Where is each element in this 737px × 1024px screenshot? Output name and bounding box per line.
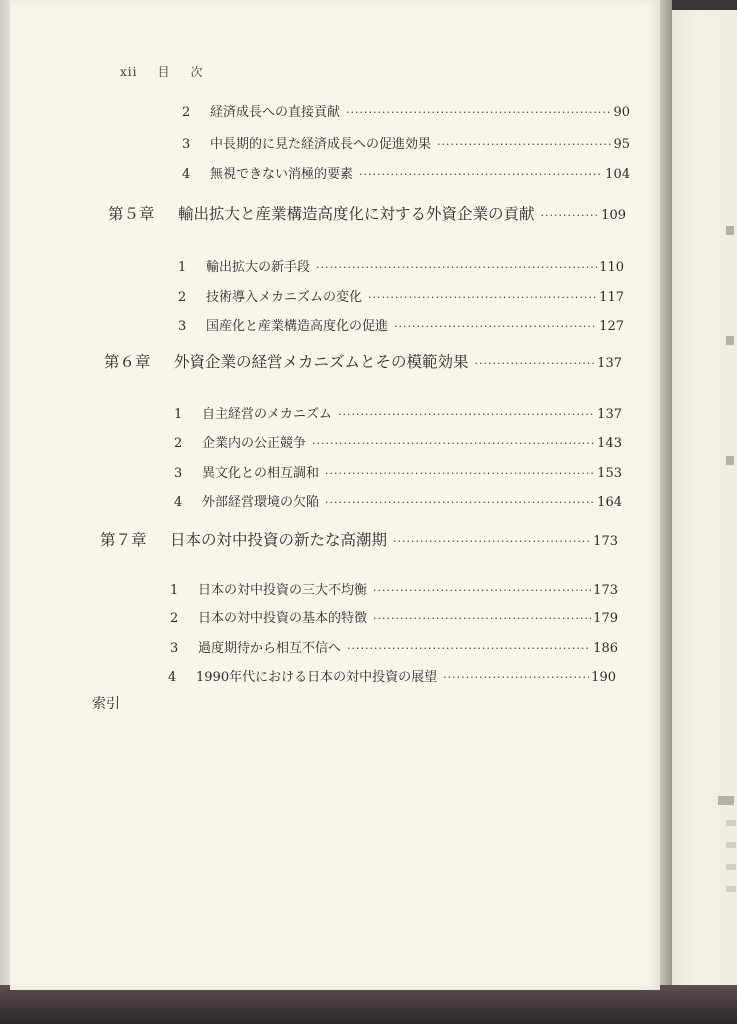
running-title-2: 次 [190,65,204,79]
adjacent-page-mark [726,336,734,345]
leader-dots [373,612,591,625]
section-title: 輸出拡大の新手段 [206,260,311,275]
section-page: 186 [593,641,618,656]
section-page: 127 [599,319,624,334]
section-number: 1 [170,583,179,598]
section-title: 日本の対中投資の三大不均衡 [198,583,368,598]
section-title: 企業内の公正競争 [202,436,307,451]
section-number: 4 [182,167,191,182]
chapter-label: 第５章 [108,205,155,223]
toc-section-entry[interactable] [178,315,624,335]
section-title: 経済成長への直接貢献 [210,105,341,120]
section-page: 90 [613,105,630,120]
adjacent-page-mark [726,456,734,465]
page-number: xii [120,65,138,79]
toc-section-entry[interactable] [174,403,622,423]
toc-section-entry[interactable] [178,286,624,306]
background-surface [0,985,737,1024]
toc-chapter-entry[interactable] [108,202,626,226]
section-title: 国産化と産業構造高度化の促進 [206,319,389,334]
toc-section-entry[interactable] [170,607,618,627]
section-number: 4 [168,670,177,685]
section-number: 3 [170,641,179,656]
section-number: 2 [174,436,183,451]
section-page: 179 [593,611,618,626]
section-page: 137 [597,407,622,422]
section-page: 95 [613,137,630,152]
leader-dots [316,261,597,274]
toc-section-entry[interactable] [170,579,618,599]
section-number: 1 [178,260,187,275]
chapter-title: 外資企業の経営メカニズムとその模範効果 [174,353,469,371]
adjacent-page-mark [726,886,736,892]
toc-chapter-entry[interactable] [104,350,622,374]
chapter-label: 第７章 [100,531,147,549]
chapter-title: 日本の対中投資の新たな高潮期 [170,531,388,549]
adjacent-page-mark [726,864,736,870]
adjacent-page-mark [726,820,736,826]
leader-dots [338,408,595,421]
section-title: 過度期待から相互不信へ [198,641,342,656]
chapter-page: 109 [601,208,626,223]
section-title: 技術導入メカニズムの変化 [206,290,363,305]
section-title: 外部経営環境の欠陥 [202,495,320,510]
section-page: 153 [597,466,622,481]
toc-section-entry[interactable] [170,637,618,657]
leader-dots [437,138,611,151]
adjacent-page-mark [726,226,734,235]
toc-section-entry[interactable] [182,163,630,183]
section-page: 110 [599,260,624,275]
leader-dots [394,320,597,333]
leader-dots [541,209,600,222]
toc-section-entry[interactable] [174,432,622,452]
section-number: 2 [182,105,191,120]
section-page: 173 [593,583,618,598]
section-number: 2 [178,290,187,305]
section-page: 117 [599,290,624,305]
chapter-page: 173 [593,534,618,549]
leader-dots [325,467,595,480]
adjacent-page-mark [726,842,736,848]
section-title: 日本の対中投資の基本的特徴 [198,611,368,626]
chapter-label: 第６章 [104,353,151,371]
running-title-1: 目 [157,65,171,79]
section-title: 自主経営のメカニズム [202,407,333,422]
toc-section-entry[interactable] [182,133,630,153]
adjacent-page-mark [718,796,734,805]
section-number: 3 [174,466,183,481]
leader-dots [359,168,603,181]
leader-dots [347,642,591,655]
section-title: 1990年代における日本の対中投資の展望 [196,670,438,685]
leader-dots [325,496,595,509]
toc-page [10,0,660,990]
section-page: 190 [591,670,616,685]
adjacent-page [668,10,737,990]
toc-section-entry[interactable] [174,491,622,511]
section-number: 2 [170,611,179,626]
leader-dots [312,437,595,450]
section-number: 1 [174,407,183,422]
section-page: 104 [605,167,630,182]
toc-section-entry[interactable] [182,101,630,121]
running-header [120,63,223,80]
section-title: 異文化との相互調和 [202,466,320,481]
leader-dots [475,357,596,370]
chapter-title: 輸出拡大と産業構造高度化に対する外資企業の貢献 [178,205,535,223]
section-title: 無視できない消極的要素 [210,167,354,182]
leader-dots [393,535,591,548]
toc-chapter-entry[interactable] [100,528,618,552]
section-page: 143 [597,436,622,451]
section-number: 3 [178,319,187,334]
section-number: 4 [174,495,183,510]
section-number: 3 [182,137,191,152]
chapter-page: 137 [597,356,622,371]
leader-dots [368,291,597,304]
toc-section-entry[interactable] [168,666,616,686]
leader-dots [443,671,589,684]
section-page: 164 [597,495,622,510]
section-title: 中長期的に見た経済成長への促進効果 [210,137,432,152]
leader-dots [346,106,611,119]
leader-dots [373,584,591,597]
index-entry[interactable]: 索引 [92,696,120,712]
toc-section-entry[interactable] [174,462,622,482]
toc-section-entry[interactable] [178,256,624,276]
